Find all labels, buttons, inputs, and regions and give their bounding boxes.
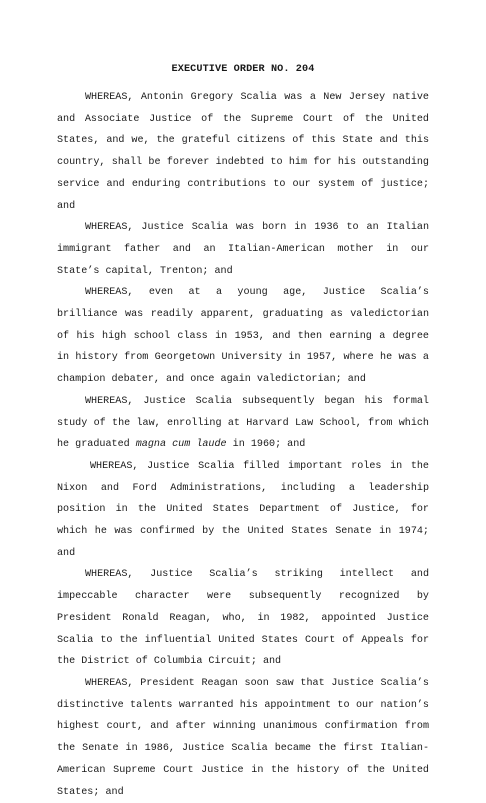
whereas-paragraph-6: WHEREAS, Justice Scalia’s striking intellect and impeccable character were subsequently recognized by President Ronald Reagan, who, in 1982, appointed Justice Scalia to the influential United States Court of Appeals for the District of Columbia Circuit; and [57, 569, 429, 668]
whereas-paragraph-5: WHEREAS, Justice Scalia filled important roles in the Nixon and Ford Administrations, including a leadership position in the United States Department of Justice, for which he was confirmed by the United States Senate in 1974; and [57, 460, 429, 559]
whereas-paragraph-7: WHEREAS, President Reagan soon saw that Justice Scalia’s distinctive talents warranted his appointment to our nation’s highest court, and after winning unanimous confirmation from the Senate in 1986, Justice Scalia became the first Italian-American Supreme Court Justice in the history of the United States; and [57, 677, 429, 798]
latin-honor-emphasis: magna cum laude [135, 439, 227, 451]
whereas-paragraph-4 [57, 391, 429, 456]
document-body [57, 87, 429, 803]
whereas-paragraph-2: WHEREAS, Justice Scalia was born in 1936 to an Italian immigrant father and an Italian-American mother in our State’s capital, Trenton; and [57, 222, 429, 277]
paragraph-4-text-before: WHEREAS, Justice Scalia subsequently began his formal study of the law, enrolling at Harvard Law School, from which he graduated [57, 395, 429, 451]
whereas-paragraph-1: WHEREAS, Antonin Gregory Scalia was a New Jersey native and Associate Justice of the Supreme Court of the United States, and we, the grateful citizens of this State and this country, shall be forever indebted to him for his outstanding service and enduring contributions to our system of justice; and [57, 92, 429, 212]
paragraph-4-text-after: in 1960; and [226, 439, 306, 451]
document-title: EXECUTIVE ORDER NO. 204 [171, 64, 315, 75]
whereas-paragraph-3: WHEREAS, even at a young age, Justice Scalia’s brilliance was readily apparent, graduating as valedictorian of his high school class in 1953, and then earning a degree in history from Georgetown University in 1957, where he was a champion debater, and once again valedictorian; and [57, 287, 429, 386]
